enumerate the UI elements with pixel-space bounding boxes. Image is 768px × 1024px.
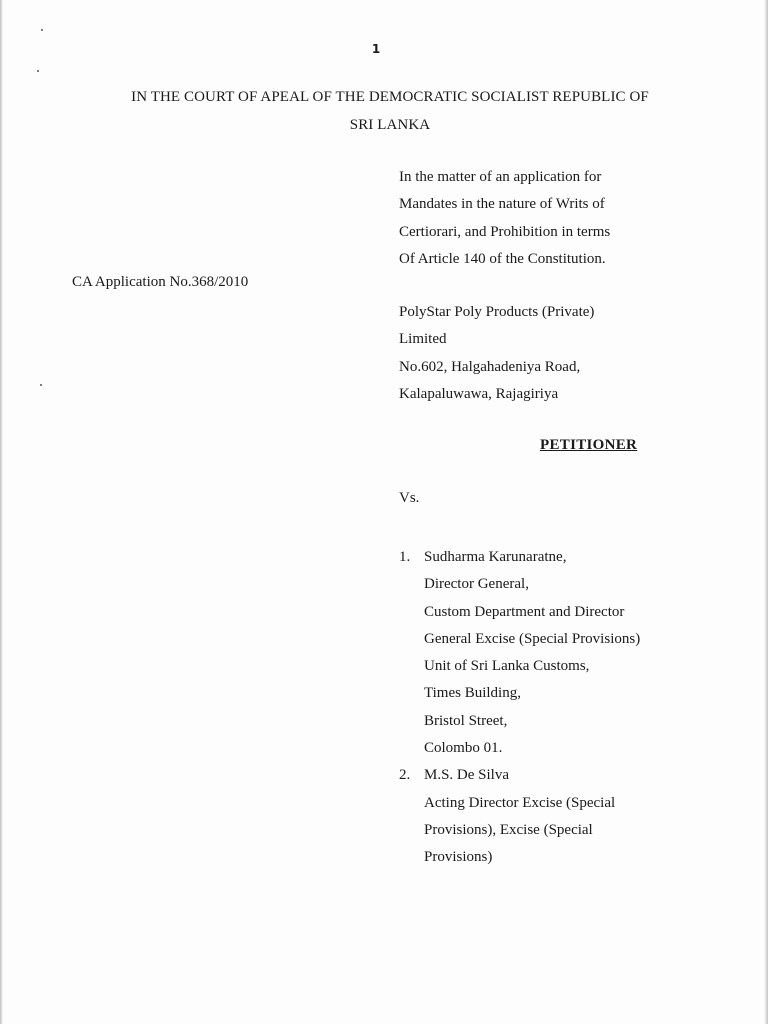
matter-line: Certiorari, and Prohibition in terms bbox=[399, 223, 611, 240]
respondent-line: Provisions), Excise (Special bbox=[424, 821, 593, 838]
respondent-line: Provisions) bbox=[424, 849, 493, 866]
matter-line: Of Article 140 of the Constitution. bbox=[399, 250, 606, 267]
respondent-line: Sudharma Karunaratne, bbox=[424, 549, 567, 565]
court-title bbox=[60, 83, 720, 139]
respondent-line: Director General, bbox=[424, 576, 529, 593]
matter-line: Mandates in the nature of Writs of bbox=[399, 196, 605, 213]
respondent-line: Bristol Street, bbox=[424, 712, 508, 729]
respondent-line: Acting Director Excise (Special bbox=[424, 794, 616, 811]
respondent-line: Unit of Sri Lanka Customs, bbox=[424, 658, 590, 675]
page-number: 1 bbox=[371, 42, 381, 56]
case-number: CA Application No.368/2010 bbox=[72, 274, 249, 290]
court-title-line: SRI LANKA bbox=[349, 117, 431, 133]
matter-description bbox=[399, 164, 739, 273]
respondent-line: General Excise (Special Provisions) bbox=[424, 630, 641, 647]
scan-edge-left bbox=[0, 0, 3, 1024]
petitioner-line: No.602, Halgahadeniya Road, bbox=[399, 358, 581, 375]
respondent-line: Custom Department and Director bbox=[424, 603, 625, 620]
petitioner-details bbox=[399, 299, 739, 408]
court-title-line: IN THE COURT OF APEAL OF THE DEMOCRATIC SOCIALIST REPUBLIC OF bbox=[131, 89, 649, 105]
respondent-item bbox=[399, 762, 739, 871]
scan-edge-right bbox=[764, 0, 768, 1024]
scan-speck bbox=[37, 70, 39, 72]
respondent-line: Times Building, bbox=[424, 685, 521, 702]
versus-label: Vs. bbox=[399, 490, 420, 506]
respondent-number: 1. bbox=[399, 549, 411, 565]
petitioner-line: Limited bbox=[399, 331, 447, 348]
respondents-list bbox=[399, 544, 739, 872]
respondent-number: 2. bbox=[399, 767, 411, 784]
petitioner-line: Kalapaluwawa, Rajagiriya bbox=[399, 385, 559, 402]
matter-line: In the matter of an application for bbox=[399, 169, 602, 185]
scan-speck bbox=[40, 384, 42, 386]
respondent-line: Colombo 01. bbox=[424, 740, 503, 757]
respondent-line: M.S. De Silva bbox=[424, 767, 510, 784]
petitioner-label: PETITIONER bbox=[540, 437, 638, 453]
scan-speck bbox=[41, 29, 43, 31]
respondent-item bbox=[399, 544, 739, 762]
petitioner-line: PolyStar Poly Products (Private) bbox=[399, 304, 595, 320]
